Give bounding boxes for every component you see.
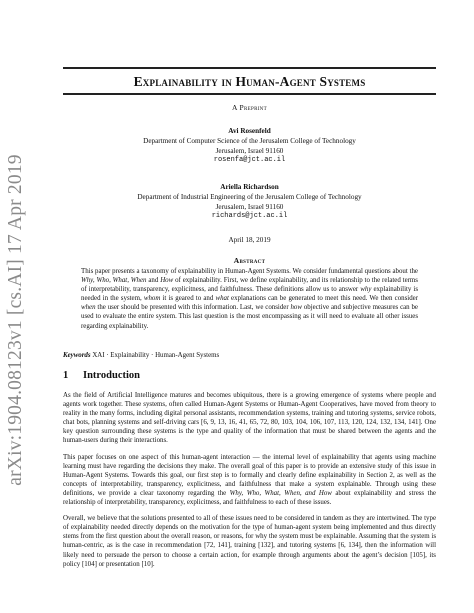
author-email: richards@jct.ac.il [211, 212, 288, 221]
keywords-label: Keywords [63, 352, 91, 359]
arxiv-stamp: arXiv:1904.08123v1 [cs.AI] 17 Apr 2019 [5, 154, 26, 486]
author-block-1 [63, 127, 436, 166]
author-email: rosenfa@jct.ac.il [213, 156, 286, 165]
author-name: Avi Rosenfeld [228, 127, 271, 135]
author-location: Jerusalem, Israel 91160 [215, 146, 284, 155]
section-heading [63, 370, 436, 381]
author-name: Ariella Richardson [220, 183, 279, 191]
paragraph: As the field of Artificial Intelligence matures and becomes ubiquitous, there is a growing emergence of systems where people and agents work together. These systems, often called Human-Agent Systems or Human-Agent Cooperatives, have moved from theory to reality in the many forms, including digital personal assistants, recommendation systems, training and tutoring systems, service robots, chat bots, planning systems and self-driving cars [6, 9, 13, 16, 41, 65, 72, 80, 103, 104, 106, 107, 113, 120, 124, 132, 134, 141]. One key question surrounding these systems is the type and quality of the information that must be shared between the agents and the human-users during their interactions. [63, 392, 436, 445]
author-affiliation: Department of Computer Science of the Jerusalem College of Technology [143, 136, 356, 145]
author-affiliation: Department of Industrial Engineering of the Jerusalem College of Technology [137, 192, 362, 201]
paper-date: April 18, 2019 [228, 236, 271, 244]
title-rule-bottom [63, 93, 436, 95]
preprint-label: A Preprint [232, 103, 267, 112]
abstract-heading: Abstract [233, 256, 266, 265]
body-text [63, 391, 436, 576]
title-rule-top [63, 67, 436, 69]
author-location: Jerusalem, Israel 91160 [215, 202, 284, 211]
abstract-text: This paper presents a taxonomy of explainability in Human-Agent Systems. We consider fundamental questions about the Why, Who, What, When and How of explainability. First, we define explainability, and its relationship to the related terms of interpretability, transparency, explicitness, and faithfulness. These definitions allow us to answer why explainability is needed in the system, whom it is geared to and what explanations can be generated to meet this need. We then consider when the user should be presented with this information. Last, we consider how objective and subjective measures can be used to evaluate the entire system. This last question is the most encompassing as it will need to evaluate all other issues regarding explainability. [81, 268, 419, 330]
section-number: 1 [63, 370, 69, 381]
paper-title: Explainability in Human-Agent Systems [133, 74, 366, 89]
paragraph: This paper focuses on one aspect of this human-agent interaction — the internal level of explainability that agents using machine learning must have regarding the decisions they make. The overall goal of this paper is to provide an extensive study of this issue in Human-Agent Systems. Towards this goal, our first step is to formally and clearly define explainability in Section 2, as well as the concepts of interpretability, transparency, explicitness, and faithfulness that make a system explainable. Through using these definitions, we provide a clear taxonomy regarding the Why, Who, What, When, and How about explainability and stress the relationship of interpretability, transparency, explicitness, and faithfulness to each of these issues. [63, 453, 436, 507]
section-title: Introduction [83, 370, 140, 381]
keywords-line [63, 352, 436, 359]
keywords-list: XAI · Explainability · Human-Agent Systems [92, 352, 220, 359]
paragraph: Overall, we believe that the solutions presented to all of these issues need to be considered in tandem as they are intertwined. The type of explainability needed directly depends on the motivation for the type of human-agent system being implemented and thus directly stems from the first question about the overall reason, or reasons, for why the system must be explainable. Assuming that the system is human-centric, as is the case in recommendation [72, 141], training [132], and tutoring systems [6, 134], then the information will likely need to persuade the person to choose a certain action, for example through arguments about the agent’s decision [105], its policy [104] or presentation [10]. [63, 515, 436, 568]
author-block-2 [63, 183, 436, 222]
